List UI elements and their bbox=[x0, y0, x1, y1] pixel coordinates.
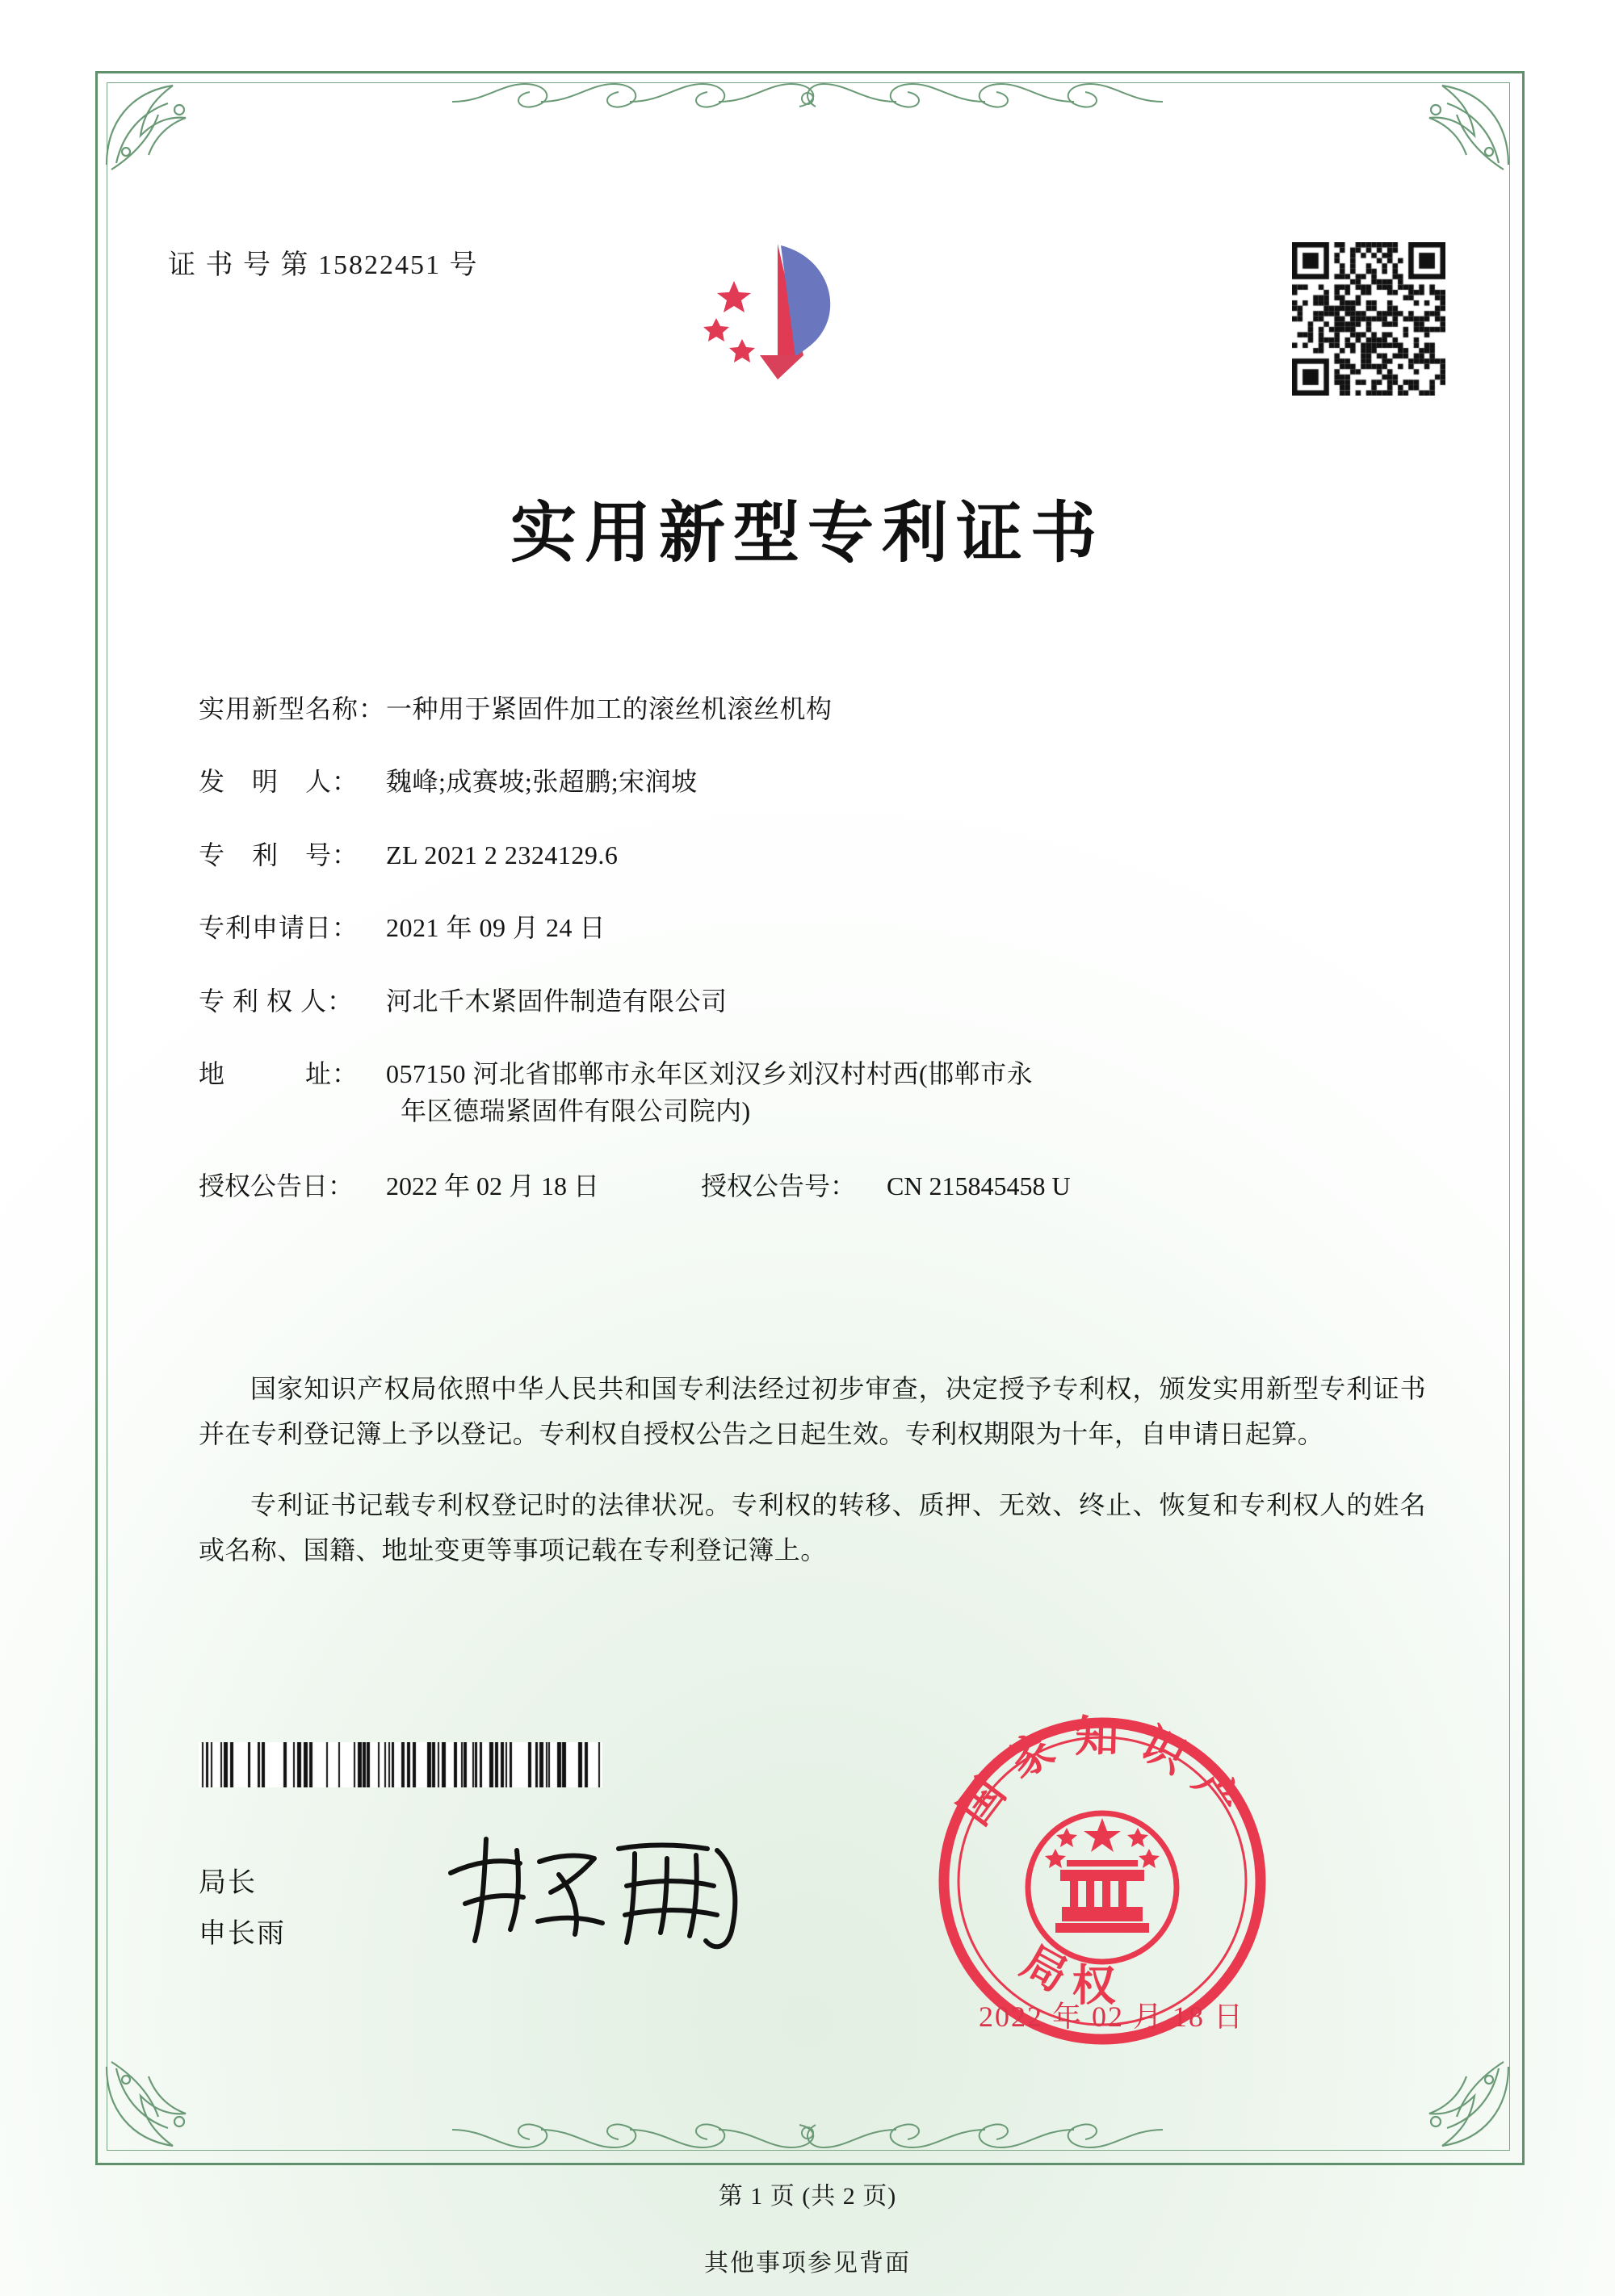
field-value: ZL 2021 2 2324129.6 bbox=[386, 840, 619, 869]
field-value: 2021 年 09 月 24 日 bbox=[386, 913, 606, 943]
field-value-address bbox=[386, 1055, 1426, 1130]
signatory-title: 局长 bbox=[199, 1868, 257, 1898]
handwritten-signature-icon bbox=[436, 1826, 775, 1955]
grant-number-value: CN 215845458 U bbox=[887, 1171, 1071, 1200]
address-line-2: 年区德瑞紧固件有限公司院内) bbox=[401, 1096, 751, 1126]
field-row-patentee bbox=[199, 983, 1426, 1020]
barcode bbox=[199, 1742, 602, 1787]
field-label: 专 利 权 人： bbox=[199, 986, 354, 1016]
field-row-utility-model-name bbox=[199, 690, 1426, 727]
field-label: 专 利 号： bbox=[199, 840, 359, 869]
grant-date-label: 授权公告日： bbox=[199, 1171, 354, 1200]
top-border-ornament-icon bbox=[452, 74, 1163, 131]
field-value: 河北千木紧固件制造有限公司 bbox=[386, 986, 728, 1016]
field-label: 发 明 人： bbox=[199, 767, 359, 797]
legal-paragraph-2: 专利证书记载专利权登记时的法律状况。专利权的转移、质押、无效、终止、恢复和专利权人的姓名或名称、国籍、地址变更等事项记载在专利登记簿上。 bbox=[199, 1490, 1426, 1565]
page-title: 实用新型专利证书 bbox=[510, 494, 1105, 572]
field-row-address bbox=[199, 1055, 1426, 1130]
grant-date-value: 2022 年 02 月 18 日 bbox=[386, 1171, 600, 1200]
corner-flourish-bottom-left-icon bbox=[99, 2060, 212, 2157]
field-label: 地 址： bbox=[199, 1058, 359, 1088]
seal-date: 2022 年 02 月 18 日 bbox=[979, 2001, 1245, 2033]
field-row-grant-announcement bbox=[199, 1166, 1426, 1203]
field-value: 一种用于紧固件加工的滚丝机滚丝机构 bbox=[386, 694, 833, 723]
field-value: 魏峰;成赛坡;张超鹏;宋润坡 bbox=[386, 767, 698, 797]
corner-flourish-top-left-icon bbox=[99, 74, 212, 171]
field-label: 专利申请日： bbox=[199, 913, 359, 943]
field-row-patent-number bbox=[199, 836, 1426, 874]
corner-flourish-bottom-right-icon bbox=[1403, 2060, 1516, 2157]
footer-note: 其他事项参见背面 bbox=[704, 2250, 911, 2277]
legal-paragraph-1: 国家知识产权局依照中华人民共和国专利法经过初步审查，决定授予专利权，颁发实用新型专利证书并在专利登记簿上予以登记。专利权自授权公告之日起生效。专利权期限为十年，自申请日起算。 bbox=[199, 1374, 1426, 1448]
signatory-name: 申长雨 bbox=[199, 1918, 286, 1949]
signatory-block bbox=[199, 1858, 286, 1960]
grant-number-label: 授权公告号： bbox=[701, 1171, 857, 1200]
corner-flourish-top-right-icon bbox=[1403, 74, 1516, 171]
field-row-application-date bbox=[199, 909, 1426, 946]
svg-text:国家知识产: 国家知识产 bbox=[947, 1712, 1261, 1841]
address-line-1: 057150 河北省邯郸市永年区刘汉乡刘汉村村西(邯郸市永 bbox=[386, 1058, 1034, 1088]
cnipa-logo-icon bbox=[682, 234, 876, 420]
field-row-inventors bbox=[199, 763, 1426, 800]
certificate-number: 证 书 号 第 15822451 号 bbox=[168, 250, 479, 280]
qr-code bbox=[1292, 242, 1445, 396]
certificate-fields bbox=[199, 690, 1426, 1238]
bottom-border-ornament-icon bbox=[452, 2101, 1163, 2157]
svg-text:局权: 局权 bbox=[1013, 1935, 1132, 2012]
legal-text-block bbox=[199, 1340, 1426, 1584]
field-label: 实用新型名称： bbox=[199, 694, 386, 723]
page-indicator: 第 1 页 (共 2 页) bbox=[718, 2183, 897, 2210]
